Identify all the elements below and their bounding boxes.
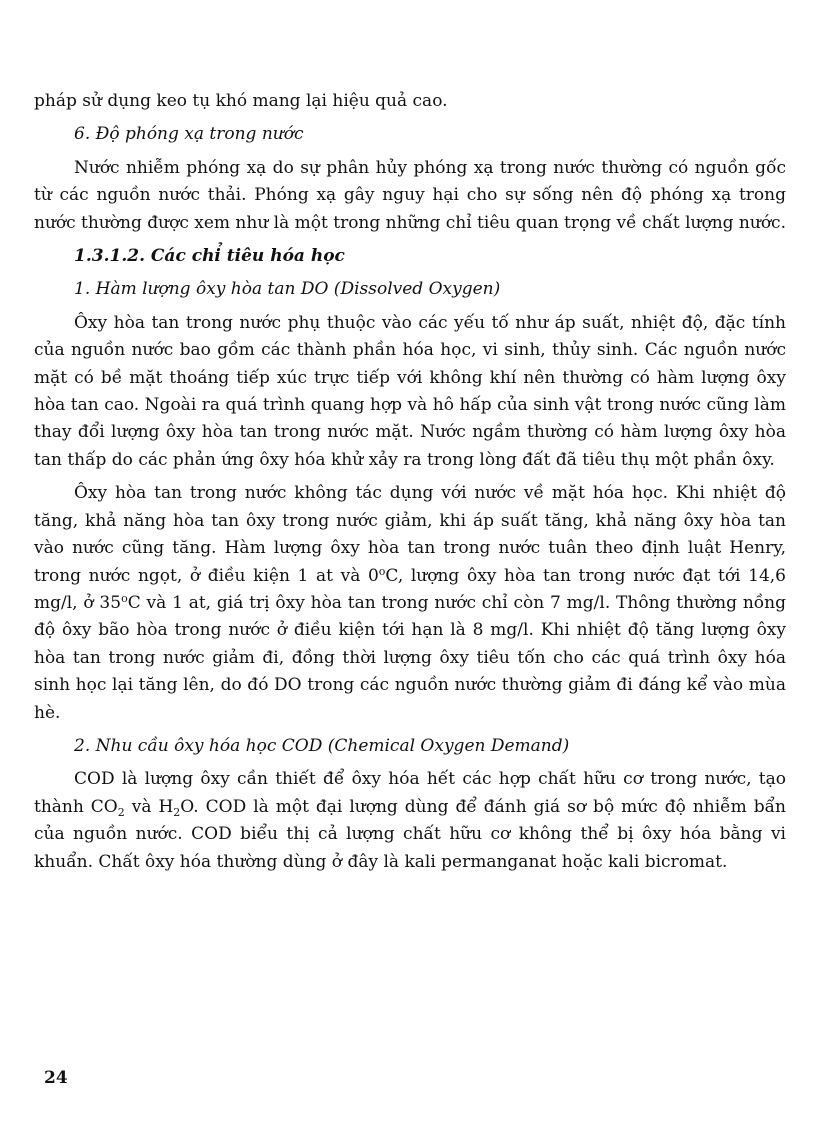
text-run: Ôxy hòa tan trong nước không tác dụng với nước về mặt hóa học. Khi nhiệt độ tăng, khả năng hòa tan ôxy trong nước giảm, khi áp suất tăng, khả năng ôxy hòa tan vào nước cũng tăng. Hàm lượng ôxy hòa tan trong nước tuân theo định luật Henry, trong nước ngọt, ở điều kiện 1 at và 0 (34, 483, 786, 586)
section-heading-chemical-indicators: 1.3.1.2. Các chỉ tiêu hóa học (74, 246, 345, 267)
text-run: COD là lượng ôxy cần thiết để ôxy hóa hết các hợp chất hữu cơ trong nước, tạo thành CO (34, 769, 786, 817)
paragraph-dissolved-oxygen-2 (34, 480, 786, 727)
superscript-degree: o (121, 591, 128, 605)
superscript-degree: o (378, 564, 386, 578)
heading-dissolved-oxygen: 1. Hàm lượng ôxy hòa tan DO (Dissolved Oxygen) (74, 279, 501, 300)
paragraph-continued: pháp sử dụng keo tụ khó mang lại hiệu quả cao. (34, 91, 448, 111)
text-run: và H (124, 796, 174, 817)
paragraph-radioactivity: Nước nhiễm phóng xạ do sự phân hủy phóng xạ trong nước thường có nguồn gốc từ các nguồn nước thải. Phóng xạ gây nguy hại cho sự sống nên độ phóng xạ trong nước thường được xem như là một trong những chỉ tiêu quan trọng về chất lượng nước. (34, 157, 786, 233)
subscript: 2 (173, 805, 181, 819)
heading-radioactivity: 6. Độ phóng xạ trong nước (74, 124, 304, 145)
text-run: C và 1 at, giá trị ôxy hòa tan trong nước chỉ còn 7 mg/l. Thông thường nồng độ ôxy bão hòa trong nước ở điều kiện tới hạn là 8 mg/l. Khi nhiệt độ tăng lượng ôxy hòa tan trong nước giảm đi, đồng thời lượng ôxy tiêu tốn cho các quá trình ôxy hóa sinh học lại tăng lên, do đó DO trong các nguồn nước thường giảm đi đáng kể vào mùa hè. (34, 592, 787, 723)
paragraph-dissolved-oxygen-1: Ôxy hòa tan trong nước phụ thuộc vào các yếu tố như áp suất, nhiệt độ, đặc tính của nguồn nước bao gồm các thành phần hóa học, vi sinh, thủy sinh. Các nguồn nước mặt có bề mặt thoáng tiếp xúc trực tiếp với không khí nên thường có hàm lượng ôxy hòa tan cao. Ngoài ra quá trình quang hợp và hô hấp của sinh vật trong nước cũng làm thay đổi lượng ôxy hòa tan trong nước mặt. Nước ngầm thường có hàm lượng ôxy hòa tan thấp do các phản ứng ôxy hóa khử xảy ra trong lòng đất đã tiêu thụ một phần ôxy. (34, 312, 786, 470)
subscript: 2 (117, 805, 125, 819)
text-run: O. COD là một đại lượng dùng để đánh giá sơ bộ mức độ nhiễm bẩn của nguồn nước. COD biểu thị cả lượng chất hữu cơ không thể bị ôxy hóa bằng vi khuẩn. Chất ôxy hóa thường dùng ở đây là kali permanganat hoặc kali bicromat. (34, 796, 786, 872)
heading-cod: 2. Nhu cầu ôxy hóa học COD (Chemical Oxygen Demand) (74, 735, 570, 756)
page-number: 24 (44, 1068, 68, 1088)
text-run: C, lượng ôxy hòa tan trong nước đạt tới 14,6 mg/l, ở 35 (34, 565, 786, 613)
page-body (34, 88, 786, 876)
paragraph-cod (34, 766, 786, 876)
